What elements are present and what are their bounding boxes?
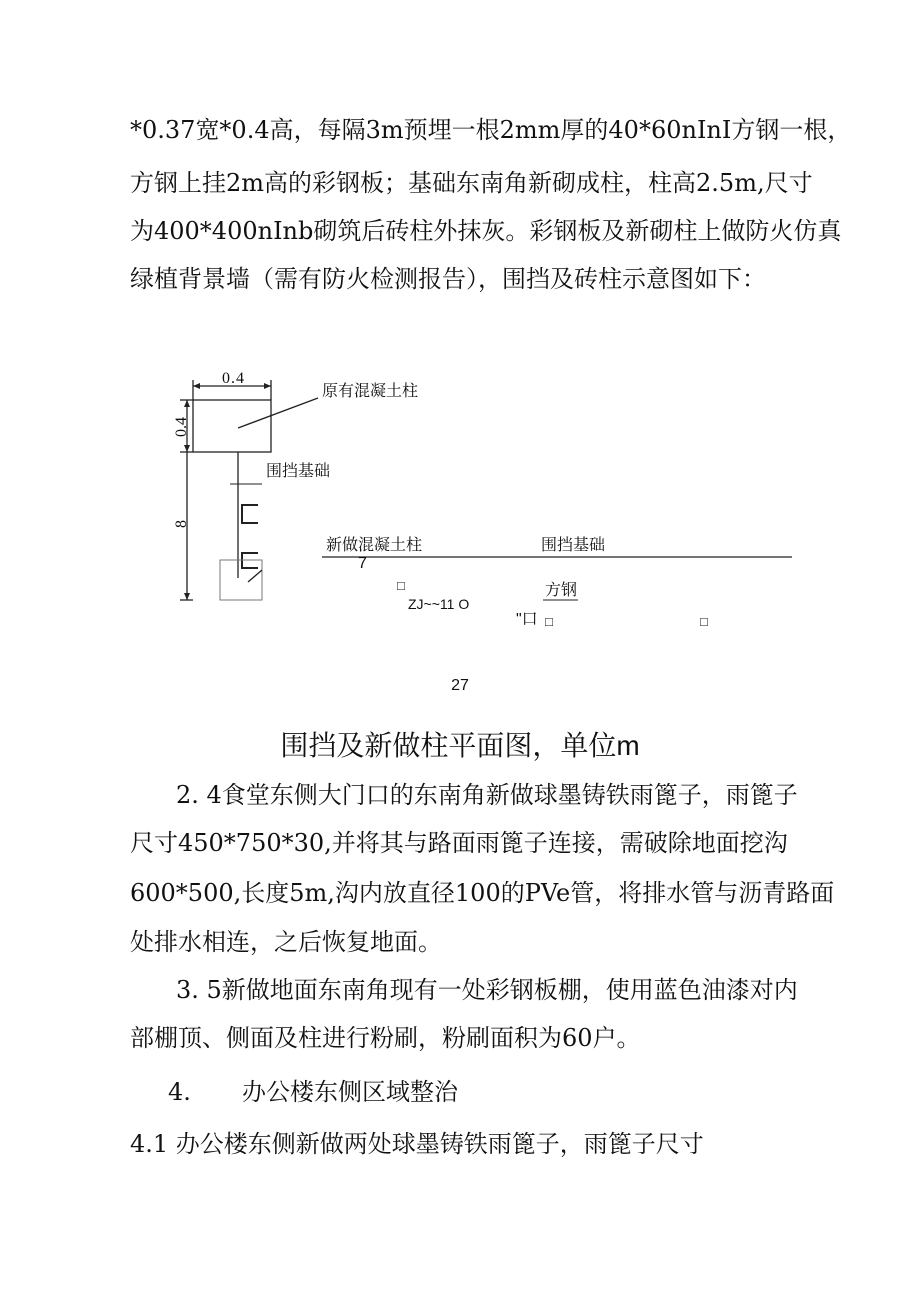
section-2-4-line-3: 600*500,长度5m,沟内放直径100的PVe管，将排水管与沥青路面 [130, 879, 835, 907]
label-existing-column: 原有混凝土柱 [322, 383, 419, 400]
label-zj: ZJ~~11 O [408, 596, 470, 612]
section-2-4-line-4: 处排水相连，之后恢复地面。 [130, 928, 442, 956]
section-2-4-line-1: 2. 4食堂东侧大门口的东南角新做球墨铸铁雨篦子，雨篦子 [176, 781, 798, 809]
section-4-title: 办公楼东侧区域整治 [242, 1078, 458, 1106]
intro-line-2: 方钢上挂2m高的彩钢板；基础东南角新砌成柱，柱高2.5m,尺寸 [130, 169, 813, 197]
dim-side-upper: 0.4 [173, 417, 190, 437]
label-fence-base-right: 围挡基础 [541, 537, 606, 554]
label-mark-7: 7 [358, 555, 367, 572]
intro-line-4: 绿植背景墙（需有防火检测报告），围挡及砖柱示意图如下： [130, 265, 766, 293]
section-4-1-line: 4.1 办公楼东侧新做两处球墨铸铁雨篦子，雨篦子尺寸 [130, 1130, 704, 1158]
label-square-steel: 方钢 [545, 582, 578, 599]
existing-column-shape [193, 400, 271, 452]
figure-caption: 围挡及新做柱平面图，单位m [280, 730, 640, 761]
section-3-5-line-2: 部棚顶、侧面及柱进行粉刷，粉刷面积为60户。 [130, 1024, 641, 1052]
label-mark-quote: "口 [516, 611, 538, 628]
intro-line-1: *0.37宽*0.4高，每隔3m预埋一根2mm厚的40*60nInI方钢一根， [130, 116, 852, 144]
label-fence-base-left: 围挡基础 [266, 463, 331, 480]
small-box-1: □ [397, 578, 405, 593]
figure-drawing [0, 360, 920, 660]
label-new-column: 新做混凝土柱 [326, 537, 423, 554]
small-box-2: □ [545, 614, 553, 629]
dim-top-width: 0.4 [222, 370, 245, 387]
small-box-3: □ [700, 614, 708, 629]
section-4-number: 4. [168, 1078, 191, 1106]
page-number: 27 [451, 677, 469, 694]
intro-line-3: 为400*400nInb砌筑后砖柱外抹灰。彩钢板及新砌柱上做防火仿真 [130, 217, 842, 245]
section-2-4-line-2: 尺寸450*750*30,并将其与路面雨篦子连接，需破除地面挖沟 [130, 829, 788, 857]
section-3-5-line-1: 3. 5新做地面东南角现有一处彩钢板棚，使用蓝色油漆对内 [176, 976, 798, 1004]
dim-side-lower: 8 [173, 520, 190, 528]
